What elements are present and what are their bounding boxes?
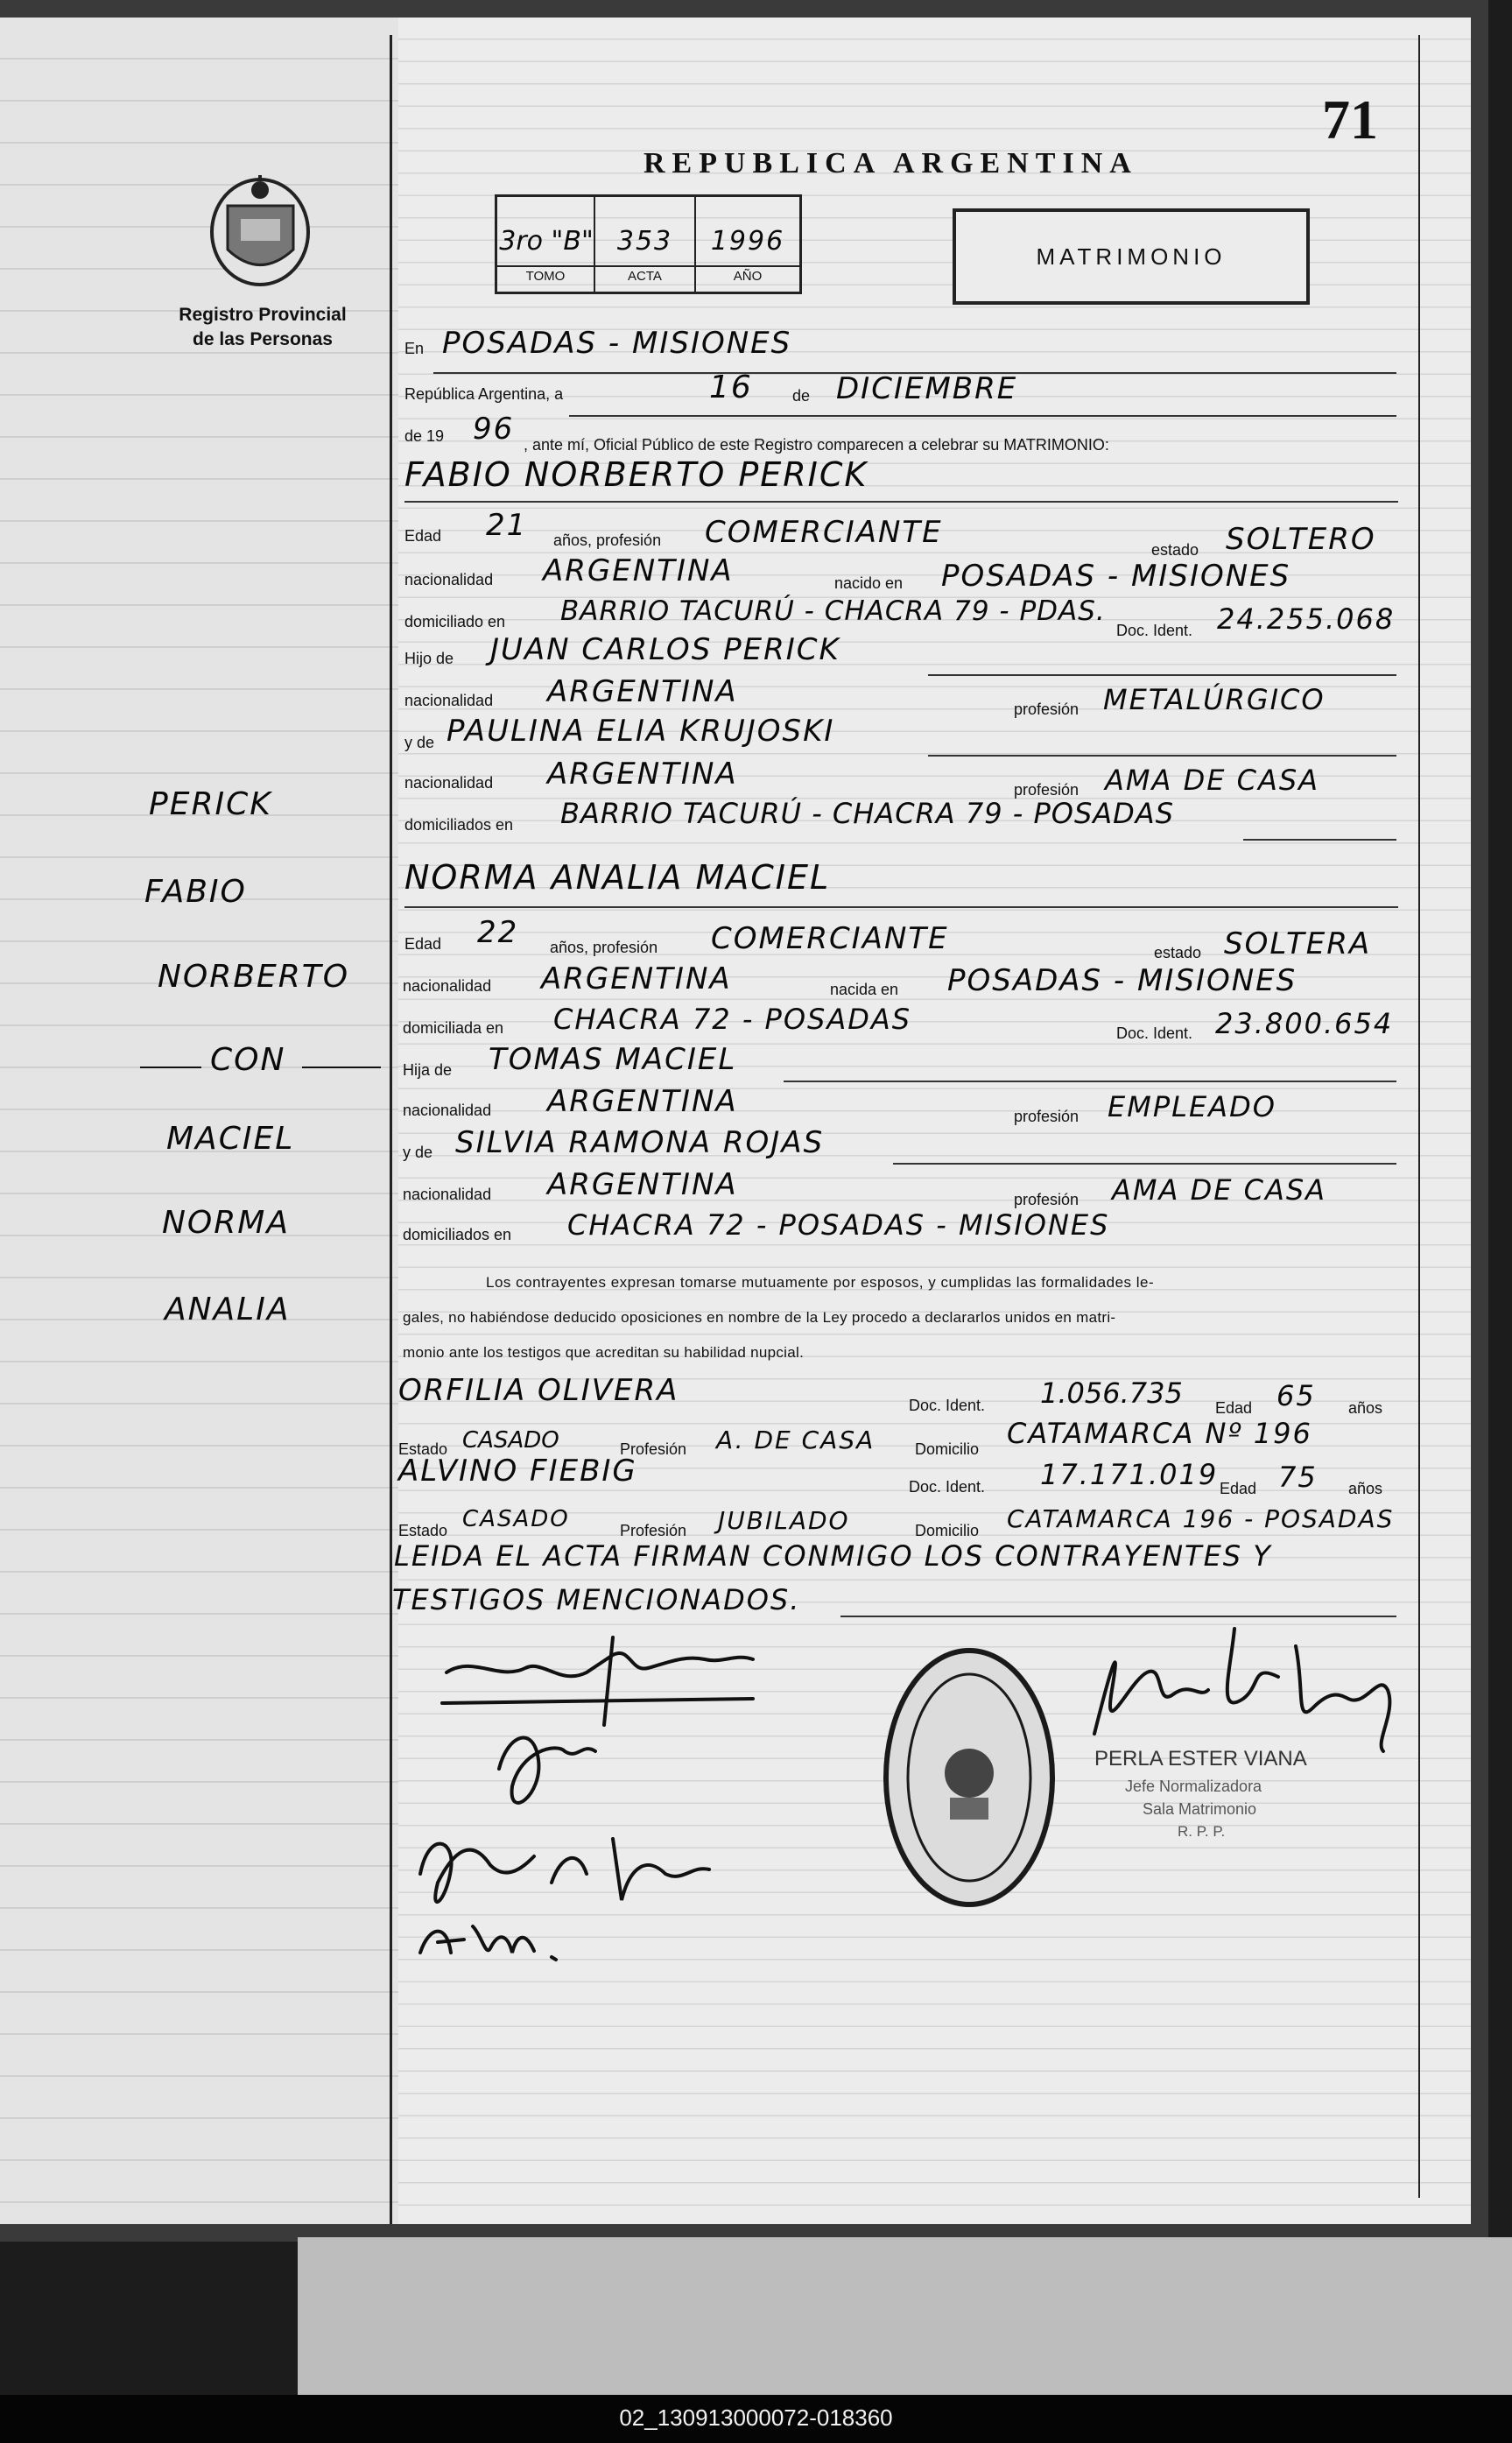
declaration-line3: monio ante los testigos que acreditan su habilidad nupcial. xyxy=(403,1344,805,1361)
bride-nacida: POSADAS - MISIONES xyxy=(947,963,1298,998)
bride-estado: SOLTERA xyxy=(1224,926,1372,961)
groom-father-prof: METALÚRGICO xyxy=(1103,683,1326,716)
bride-parents-dom: CHACRA 72 - POSADAS - MISIONES xyxy=(567,1208,1110,1242)
groom-profesion-label: años, profesión xyxy=(553,532,662,549)
witness2-doc: 17.171.019 xyxy=(1040,1458,1219,1491)
margin-name-7: ANALIA xyxy=(165,1292,291,1327)
bride-profesion: COMERCIANTE xyxy=(711,921,949,956)
witness1-anos-label: años xyxy=(1348,1399,1383,1417)
groom-name: FABIO NORBERTO PERICK xyxy=(404,455,869,494)
bride-father: TOMAS MACIEL xyxy=(489,1042,737,1077)
right-border-line xyxy=(1418,35,1420,2198)
bride-y-de-label: y de xyxy=(403,1144,433,1161)
rule xyxy=(569,415,1396,417)
tomo-label: TOMO xyxy=(525,269,566,284)
witness1-edad-label: Edad xyxy=(1215,1399,1253,1417)
bride-mother-nac: ARGENTINA xyxy=(547,1167,738,1202)
groom-nacido: POSADAS - MISIONES xyxy=(941,559,1291,594)
groom-dom-label: domiciliado en xyxy=(404,613,506,630)
groom-father: JUAN CARLOS PERICK xyxy=(490,632,840,667)
margin-divider xyxy=(390,35,392,2224)
bride-nacionalidad: ARGENTINA xyxy=(541,961,732,996)
groom-mother-nac: ARGENTINA xyxy=(547,757,738,792)
year-value: 96 xyxy=(473,412,515,447)
bride-edad-label: Edad xyxy=(404,935,442,953)
closing-line2: TESTIGOS MENCIONADOS. xyxy=(392,1583,801,1616)
bride-father-nac: ARGENTINA xyxy=(547,1084,738,1119)
margin-name-1: PERICK xyxy=(149,786,272,822)
bride-estado-label: estado xyxy=(1154,944,1202,961)
official-signature xyxy=(1077,1611,1410,1760)
groom-parents-dom-label: domiciliados en xyxy=(404,816,514,834)
bride-doc-label: Doc. Ident. xyxy=(1116,1024,1193,1042)
witness2-profesion: JUBILADO xyxy=(718,1506,850,1535)
party-signatures xyxy=(403,1620,858,1979)
witness2-anos-label: años xyxy=(1348,1480,1383,1497)
record-type-box: MATRIMONIO xyxy=(953,208,1310,305)
bride-nacida-label: nacida en xyxy=(830,981,899,998)
rule xyxy=(404,501,1398,503)
registry-name-line1: Registro Provincial xyxy=(179,305,347,325)
witness2-domicilio: CATAMARCA 196 - POSADAS xyxy=(1007,1504,1395,1533)
groom-father-prof-label: profesión xyxy=(1014,701,1079,718)
rule xyxy=(928,674,1396,676)
ano-label: AÑO xyxy=(733,269,763,284)
bride-mother-nac-label: nacionalidad xyxy=(403,1186,492,1203)
month-value: DICIEMBRE xyxy=(836,371,1018,406)
groom-mother: PAULINA ELIA KRUJOSKI xyxy=(447,714,835,749)
intro-text: , ante mí, Oficial Público de este Registro comparecen a celebrar su MATRIMONIO: xyxy=(524,436,1109,454)
image-id-footer: 02_130913000072-018360 xyxy=(0,2395,1512,2443)
groom-father-nac-label: nacionalidad xyxy=(404,692,494,709)
witness2-prof-label: Profesión xyxy=(620,1522,687,1539)
rule xyxy=(893,1163,1396,1165)
declaration-line1: Los contrayentes expresan tomarse mutuamente por esposos, y cumplidas las formalidades le- xyxy=(486,1274,1155,1291)
witness2-edad: 75 xyxy=(1278,1461,1318,1494)
en-label: En xyxy=(404,340,425,357)
witness2-dom-label: Domicilio xyxy=(915,1522,980,1539)
declaration-line2: gales, no habiéndose deducido oposiciones en nombre de la Ley procedo a declararlos unidos en matri- xyxy=(403,1309,1116,1326)
margin-name-2: FABIO xyxy=(144,874,247,910)
groom-edad-label: Edad xyxy=(404,527,442,545)
official-office: Sala Matrimonio xyxy=(1143,1800,1257,1818)
groom-mother-nac-label: nacionalidad xyxy=(404,774,494,792)
groom-father-nac: ARGENTINA xyxy=(547,674,738,709)
bride-nac-label: nacionalidad xyxy=(403,977,492,995)
margin-name-5: MACIEL xyxy=(166,1121,295,1157)
groom-nac-label: nacionalidad xyxy=(404,571,494,588)
country-title: REPUBLICA ARGENTINA xyxy=(643,147,1138,180)
witness1-dom-label: Domicilio xyxy=(915,1440,980,1458)
acta-label: ACTA xyxy=(628,269,662,284)
official-seal-icon xyxy=(880,1642,1059,1913)
witness1-profesion: A. DE CASA xyxy=(716,1426,876,1454)
official-registry: R. P. P. xyxy=(1178,1823,1226,1840)
bride-domicilio: CHACRA 72 - POSADAS xyxy=(553,1003,912,1036)
groom-domicilio: BARRIO TACURÚ - CHACRA 79 - PDAS. xyxy=(560,595,1106,627)
bride-edad: 22 xyxy=(477,915,519,950)
groom-estado-label: estado xyxy=(1151,541,1199,559)
de-label: de xyxy=(792,387,811,405)
groom-mother-prof-label: profesión xyxy=(1014,781,1079,799)
bride-hija-label: Hija de xyxy=(403,1061,453,1079)
bride-father-nac-label: nacionalidad xyxy=(403,1102,492,1119)
bride-name: NORMA ANALIA MACIEL xyxy=(404,858,831,897)
groom-hijo-label: Hijo de xyxy=(404,650,454,667)
tomo-value: 3ro "B" xyxy=(499,226,594,257)
rule xyxy=(928,755,1396,757)
bride-profesion-label: años, profesión xyxy=(550,939,658,956)
witness2-estado-label: Estado xyxy=(398,1522,448,1539)
bride-mother-prof: AMA DE CASA xyxy=(1112,1173,1327,1207)
witness1-domicilio: CATAMARCA Nº 196 xyxy=(1007,1417,1312,1450)
groom-parents-dom: BARRIO TACURÚ - CHACRA 79 - POSADAS xyxy=(560,797,1174,830)
official-role: Jefe Normalizadora xyxy=(1125,1778,1262,1795)
republica-label: República Argentina, a xyxy=(404,385,564,403)
margin-name-6: NORMA xyxy=(162,1205,290,1241)
witness2-estado: CASADO xyxy=(462,1506,570,1532)
coat-of-arms-icon xyxy=(206,171,315,289)
official-name: PERLA ESTER VIANA xyxy=(1094,1747,1307,1771)
groom-nacido-label: nacido en xyxy=(834,574,904,592)
groom-profesion: COMERCIANTE xyxy=(705,515,943,550)
margin-name-3: NORBERTO xyxy=(158,959,350,995)
tomo-acta-box xyxy=(495,194,802,294)
acta-value: 353 xyxy=(616,226,673,257)
registry-name-line2: de las Personas xyxy=(193,329,333,349)
groom-estado: SOLTERO xyxy=(1226,522,1376,557)
witness2-doc-label: Doc. Ident. xyxy=(909,1478,986,1496)
bride-mother-prof-label: profesión xyxy=(1014,1191,1079,1208)
margin-dash xyxy=(302,1067,381,1068)
closing-line1: LEIDA EL ACTA FIRMAN CONMIGO LOS CONTRAYENTES Y xyxy=(394,1539,1272,1573)
groom-edad: 21 xyxy=(486,508,528,543)
groom-doc: 24.255.068 xyxy=(1217,602,1396,636)
witness2-name: ALVINO FIEBIG xyxy=(398,1454,637,1489)
groom-y-de-label: y de xyxy=(404,734,435,751)
groom-nacionalidad: ARGENTINA xyxy=(543,553,734,588)
bride-father-prof: EMPLEADO xyxy=(1108,1090,1276,1123)
witness2-edad-label: Edad xyxy=(1220,1480,1257,1497)
witness1-doc: 1.056.735 xyxy=(1040,1376,1183,1410)
day-value: 16 xyxy=(709,370,753,405)
witness1-edad: 65 xyxy=(1276,1379,1316,1412)
witness1-doc-label: Doc. Ident. xyxy=(909,1397,986,1414)
margin-dash xyxy=(140,1067,201,1068)
rule xyxy=(1243,839,1396,841)
groom-mother-prof: AMA DE CASA xyxy=(1105,764,1320,797)
place-value: POSADAS - MISIONES xyxy=(442,326,792,361)
bride-mother: SILVIA RAMONA ROJAS xyxy=(455,1125,825,1160)
bride-father-prof-label: profesión xyxy=(1014,1108,1079,1125)
bride-parents-dom-label: domiciliados en xyxy=(403,1226,512,1243)
witness1-estado: CASADO xyxy=(462,1427,559,1454)
bride-doc: 23.800.654 xyxy=(1215,1007,1394,1040)
year-prefix: de 19 xyxy=(404,427,445,445)
ano-value: 1996 xyxy=(710,226,785,257)
bride-dom-label: domiciliada en xyxy=(403,1019,504,1037)
page-underlay xyxy=(298,2237,1512,2395)
groom-doc-label: Doc. Ident. xyxy=(1116,622,1193,639)
margin-name-4: CON xyxy=(210,1042,286,1078)
page-number: 71 xyxy=(1322,88,1378,151)
witness1-estado-label: Estado xyxy=(398,1440,448,1458)
rule xyxy=(404,906,1398,908)
witness1-name: ORFILIA OLIVERA xyxy=(398,1373,679,1408)
rule xyxy=(784,1081,1396,1082)
witness1-prof-label: Profesión xyxy=(620,1440,687,1458)
